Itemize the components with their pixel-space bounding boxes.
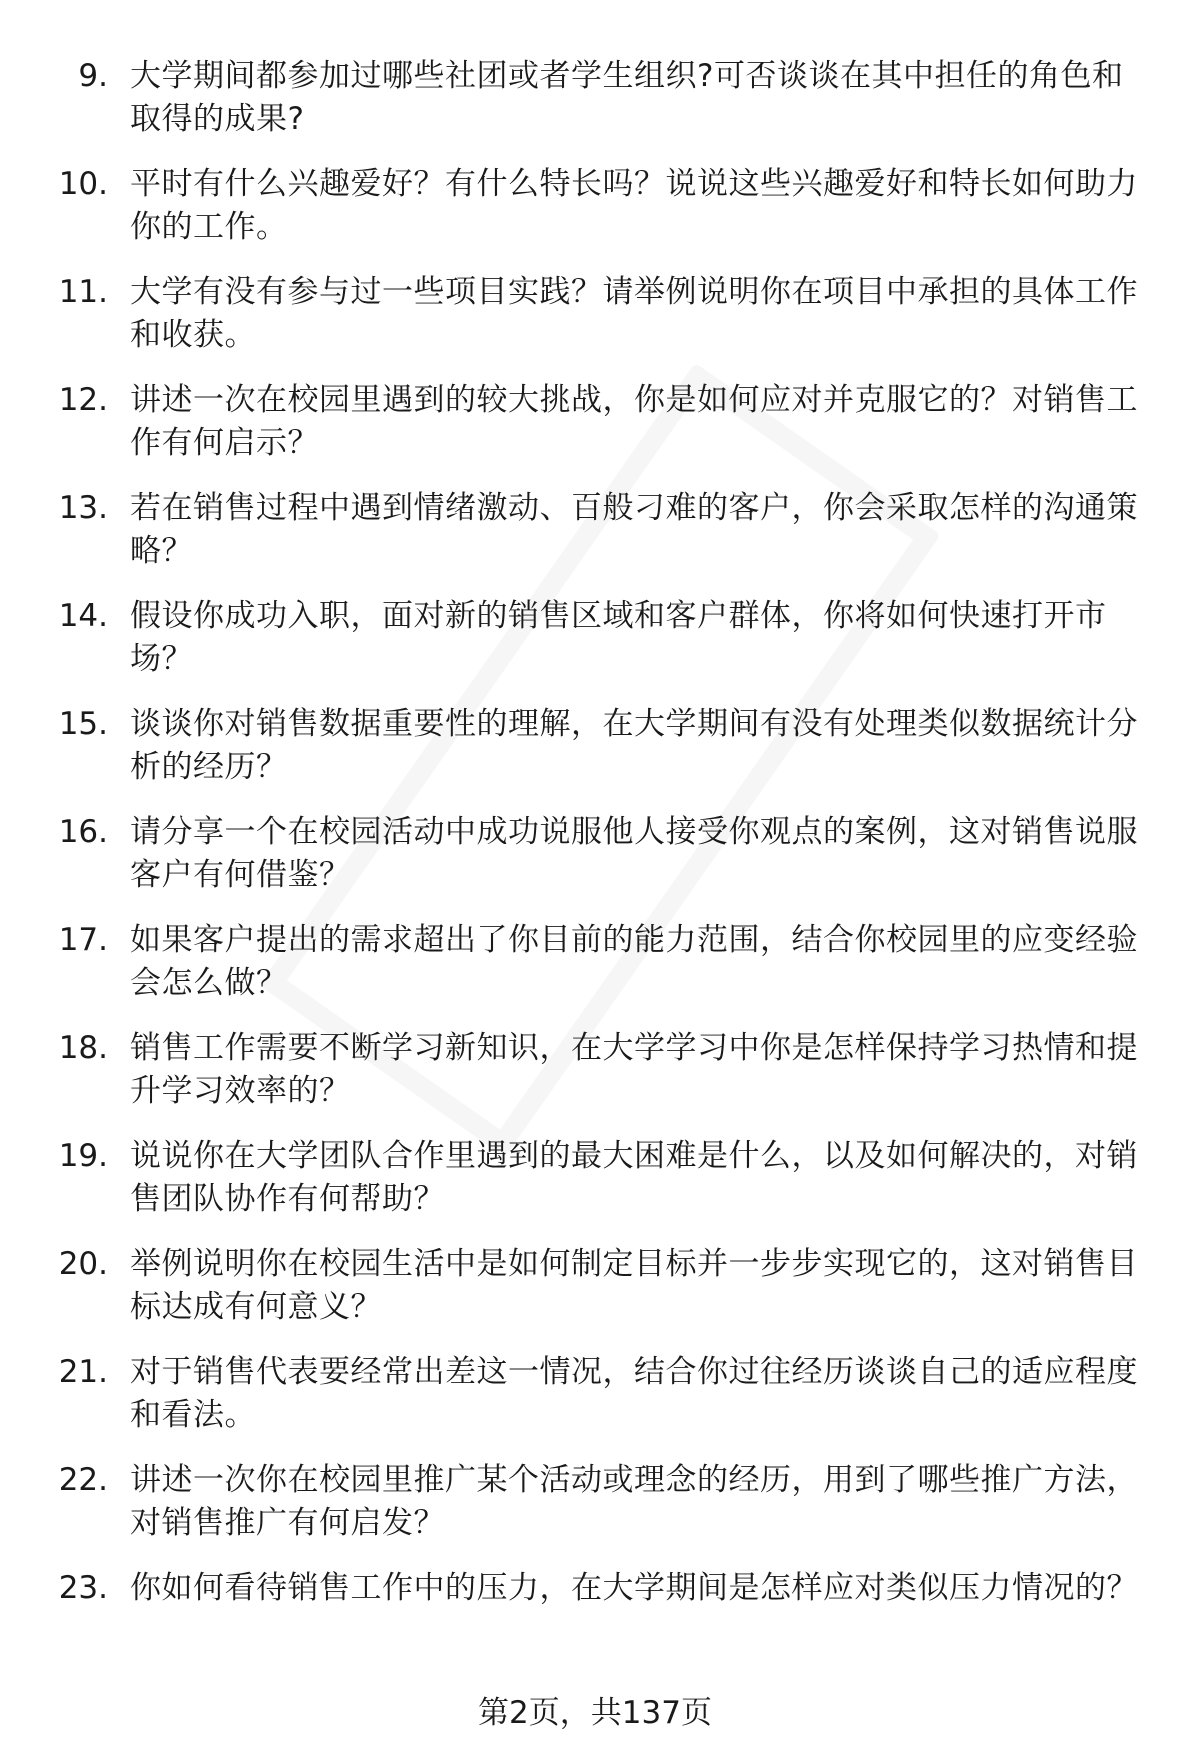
list-item bbox=[0, 271, 1190, 379]
question-number: 16. bbox=[58, 814, 108, 850]
question-text: 举例说明你在校园生活中是如何制定目标并一步步实现它的，这对销售目标达成有何意义？ bbox=[130, 1246, 1138, 1325]
question-text: 销售工作需要不断学习新知识，在大学学习中你是怎样保持学习热情和提升学习效率的？ bbox=[130, 1030, 1138, 1109]
list-item bbox=[0, 1459, 1190, 1567]
list-item bbox=[0, 811, 1190, 919]
list-item bbox=[0, 1135, 1190, 1243]
question-number: 13. bbox=[58, 490, 108, 526]
question-text: 讲述一次你在校园里推广某个活动或理念的经历，用到了哪些推广方法，对销售推广有何启发？ bbox=[130, 1462, 1138, 1541]
question-number: 18. bbox=[58, 1030, 108, 1066]
question-number: 15. bbox=[58, 706, 108, 742]
list-item bbox=[0, 1351, 1190, 1459]
list-item bbox=[0, 1027, 1190, 1135]
page-number: 第2页，共137页 bbox=[478, 1695, 712, 1731]
question-number: 23. bbox=[58, 1570, 108, 1606]
question-text: 大学期间都参加过哪些社团或者学生组织?可否谈谈在其中担任的角色和取得的成果? bbox=[130, 58, 1124, 137]
question-text: 说说你在大学团队合作里遇到的最大困难是什么，以及如何解决的，对销售团队协作有何帮助？ bbox=[130, 1138, 1138, 1217]
question-number: 12. bbox=[58, 382, 108, 418]
question-number: 14. bbox=[58, 598, 108, 634]
question-text: 讲述一次在校园里遇到的较大挑战，你是如何应对并克服它的？对销售工作有何启示？ bbox=[130, 382, 1138, 461]
list-item bbox=[0, 1567, 1190, 1675]
question-list bbox=[0, 55, 1190, 1675]
question-number: 20. bbox=[58, 1246, 108, 1282]
question-number: 17. bbox=[58, 922, 108, 958]
question-text: 你如何看待销售工作中的压力，在大学期间是怎样应对类似压力情况的？ bbox=[130, 1570, 1138, 1606]
list-item bbox=[0, 1243, 1190, 1351]
list-item bbox=[0, 703, 1190, 811]
question-number: 22. bbox=[58, 1462, 108, 1498]
question-text: 谈谈你对销售数据重要性的理解，在大学期间有没有处理类似数据统计分析的经历？ bbox=[130, 706, 1138, 785]
question-text: 请分享一个在校园活动中成功说服他人接受你观点的案例，这对销售说服客户有何借鉴？ bbox=[130, 814, 1138, 893]
question-text: 如果客户提出的需求超出了你目前的能力范围，结合你校园里的应变经验会怎么做？ bbox=[130, 922, 1138, 1001]
question-text: 大学有没有参与过一些项目实践？请举例说明你在项目中承担的具体工作和收获。 bbox=[130, 274, 1138, 353]
question-text: 平时有什么兴趣爱好？有什么特长吗？说说这些兴趣爱好和特长如何助力你的工作。 bbox=[130, 166, 1138, 245]
list-item bbox=[0, 487, 1190, 595]
list-item bbox=[0, 163, 1190, 271]
question-text: 对于销售代表要经常出差这一情况，结合你过往经历谈谈自己的适应程度和看法。 bbox=[130, 1354, 1138, 1433]
question-text: 若在销售过程中遇到情绪激动、百般刁难的客户，你会采取怎样的沟通策略？ bbox=[130, 490, 1138, 569]
list-item bbox=[0, 595, 1190, 703]
question-number: 21. bbox=[58, 1354, 108, 1390]
question-number: 19. bbox=[58, 1138, 108, 1174]
question-number: 9. bbox=[78, 58, 108, 94]
question-text: 假设你成功入职，面对新的销售区域和客户群体，你将如何快速打开市场？ bbox=[130, 598, 1107, 677]
list-item bbox=[0, 55, 1190, 163]
list-item bbox=[0, 379, 1190, 487]
question-number: 11. bbox=[58, 274, 108, 310]
page-footer bbox=[0, 1693, 1190, 1733]
list-item bbox=[0, 919, 1190, 1027]
question-number: 10. bbox=[58, 166, 108, 202]
